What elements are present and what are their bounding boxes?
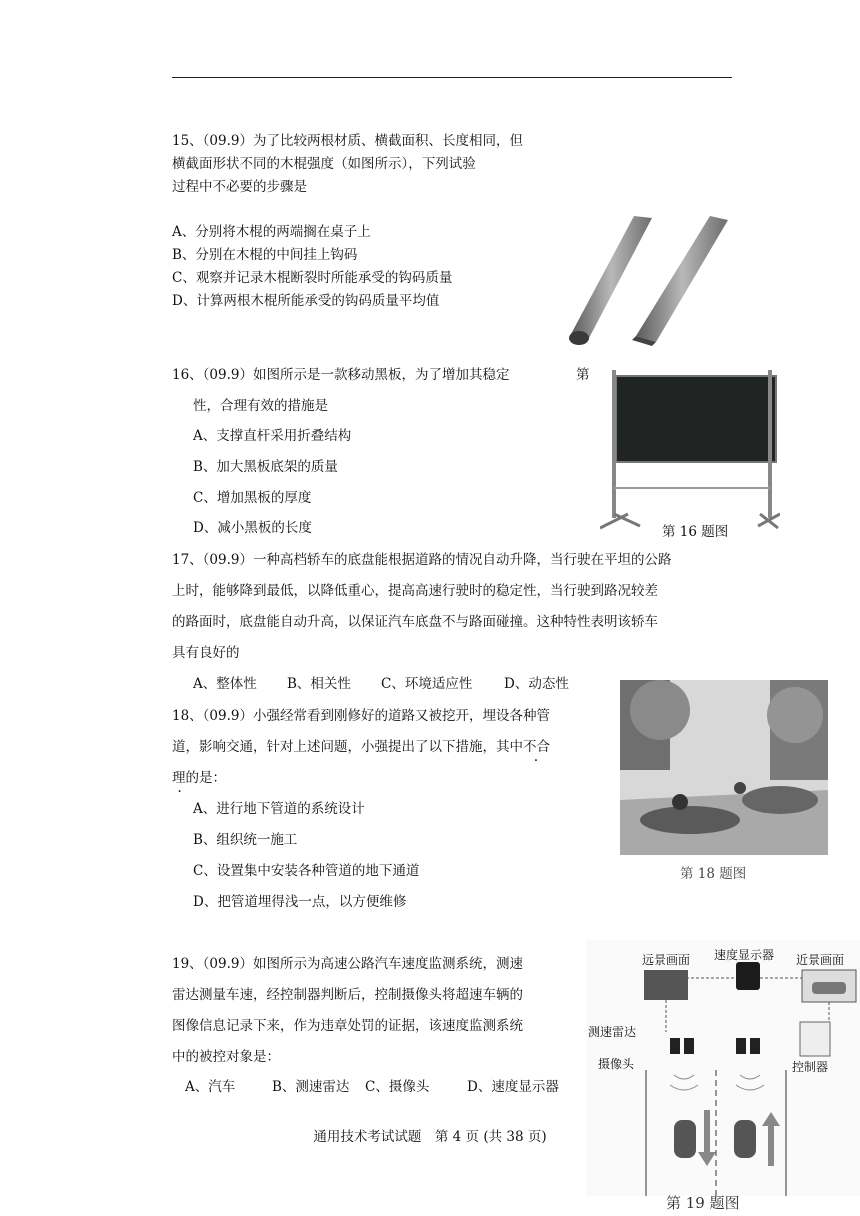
q16-option-d: D、减小黑板的长度 bbox=[193, 520, 312, 536]
q17-stem-line: 17、（09.9）一种高档轿车的底盘能根据道路的情况自动升降，当行驶在平坦的公路 bbox=[172, 552, 672, 568]
q16-option-c: C、增加黑板的厚度 bbox=[193, 490, 312, 506]
q18-option-a: A、进行地下管道的系统设计 bbox=[193, 801, 365, 817]
q18-stem-text: 道，影响交通，针对上述问题，小强提出了以下措施，其中 bbox=[172, 739, 523, 755]
q16-figure-caption: 第 16 题图 bbox=[662, 524, 729, 540]
q18-stem-line: 18、（09.9）小强经常看到刚修好的道路又被挖开，埋设各种管 bbox=[172, 708, 550, 724]
camera-icon bbox=[736, 1038, 746, 1054]
road-excavation-photo bbox=[620, 680, 828, 855]
radar-icon bbox=[750, 1038, 760, 1054]
controller-box bbox=[800, 1022, 830, 1056]
camera-label: 摄像头 bbox=[598, 1057, 635, 1071]
radar-label: 测速雷达 bbox=[588, 1025, 637, 1039]
q16-stem-line: 性，合理有效的措施是 bbox=[193, 398, 328, 414]
q18-option-c: C、设置集中安装各种管道的地下通道 bbox=[193, 863, 420, 879]
q17-option-d: D、动态性 bbox=[504, 676, 569, 692]
q17-option-c: C、环境适应性 bbox=[381, 676, 473, 692]
near-view-label: 近景画面 bbox=[796, 953, 845, 967]
q18-emphasis-text: 不合 bbox=[523, 739, 550, 755]
q19-stem-line: 中的被控对象是： bbox=[172, 1049, 280, 1065]
q18-stem-line bbox=[172, 737, 550, 757]
q16-option-a: A、支撑直杆采用折叠结构 bbox=[193, 428, 352, 444]
q18-option-d: D、把管道埋得浅一点，以方便维修 bbox=[193, 894, 407, 910]
camera-icon bbox=[670, 1038, 680, 1054]
q15-stem-line: 15、（09.9）为了比较两根材质、横截面积、长度相同，但 bbox=[172, 133, 523, 149]
q16-stem-line: 16、（09.9）如图所示是一款移动黑板，为了增加其稳定 bbox=[172, 367, 510, 383]
q15-option-c: C、观察并记录木棍断裂时所能承受的钩码质量 bbox=[172, 270, 453, 286]
q17-stem-line: 上时，能够降到最低，以降低重心，提高高速行驶时的稳定性，当行驶到路况较差 bbox=[172, 583, 658, 599]
q17-stem-line: 的路面时，底盘能自动升高，以保证汽车底盘不与路面碰撞。这种特性表明该轿车 bbox=[172, 614, 658, 630]
q18-option-b: B、组织统一施工 bbox=[193, 832, 298, 848]
q15-stem-line: 过程中不必要的步骤是 bbox=[172, 179, 307, 195]
wooden-sticks-figure bbox=[562, 212, 732, 347]
q19-stem-line: 雷达测量车速，经控制器判断后，控制摄像头将超速车辆的 bbox=[172, 987, 523, 1003]
far-view-screen bbox=[644, 970, 688, 1000]
q16-stem-fragment: 第 bbox=[576, 367, 590, 383]
speed-monitoring-diagram bbox=[586, 940, 860, 1196]
mobile-blackboard-figure bbox=[600, 368, 780, 538]
q19-stem-line: 19、（09.9）如图所示为高速公路汽车速度监测系统，测速 bbox=[172, 956, 523, 972]
q16-option-b: B、加大黑板底架的质量 bbox=[193, 459, 338, 475]
speed-display-label: 速度显示器 bbox=[714, 948, 775, 962]
header-rule bbox=[172, 77, 732, 78]
q18-figure-caption: 第 18 题图 bbox=[680, 866, 747, 882]
q15-option-d: D、计算两根木棍所能承受的钩码质量平均值 bbox=[172, 293, 440, 309]
q18-stem-text: 的是： bbox=[185, 770, 226, 786]
q19-stem-line: 图像信息记录下来，作为违章处罚的证据，该速度监测系统 bbox=[172, 1018, 523, 1034]
q18-stem-line bbox=[172, 768, 226, 788]
q17-stem-line: 具有良好的 bbox=[172, 645, 240, 661]
q18-emphasis-text: 理 bbox=[172, 770, 186, 786]
q19-option-c: C、摄像头 bbox=[365, 1079, 430, 1095]
q19-figure-caption: 第 19 题图 bbox=[666, 1194, 740, 1212]
q17-option-a: A、整体性 bbox=[193, 676, 257, 692]
q15-option-b: B、分别在木棍的中间挂上钩码 bbox=[172, 247, 358, 263]
q19-option-d: D、速度显示器 bbox=[467, 1079, 559, 1095]
round-stick bbox=[569, 216, 652, 345]
square-stick bbox=[632, 216, 728, 346]
q15-option-a: A、分别将木棍的两端搁在桌子上 bbox=[172, 224, 371, 240]
far-view-label: 远景画面 bbox=[642, 953, 691, 967]
radar-icon bbox=[684, 1038, 694, 1054]
speed-display-icon bbox=[736, 962, 760, 990]
q19-option-a: A、汽车 bbox=[185, 1079, 236, 1095]
q19-option-b: B、测速雷达 bbox=[272, 1079, 350, 1095]
page-footer: 通用技术考试试题 第 4 页 (共 38 页) bbox=[313, 1129, 547, 1145]
q17-option-b: B、相关性 bbox=[287, 676, 351, 692]
controller-label: 控制器 bbox=[792, 1060, 829, 1074]
q15-stem-line: 横截面形状不同的木棍强度（如图所示），下列试验 bbox=[172, 156, 476, 172]
